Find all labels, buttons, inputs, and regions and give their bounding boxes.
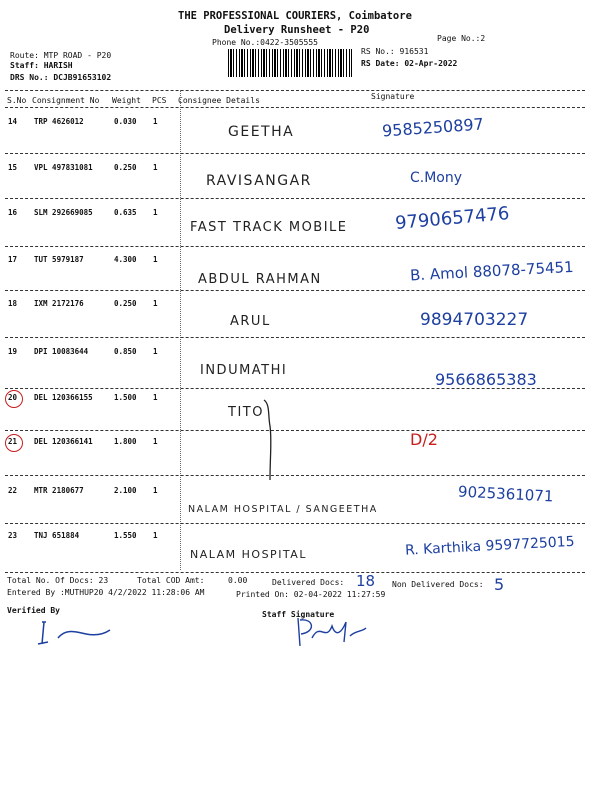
row-sno: 23 — [8, 531, 18, 540]
row-consignee: ARUL — [230, 314, 271, 329]
row-sno: 22 — [8, 486, 18, 495]
row-divider — [5, 290, 585, 291]
row-signature: 9566865383 — [435, 370, 537, 389]
drs-number: DRS No.: DCJB91653102 — [10, 73, 112, 82]
row-consignee: GEETHA — [228, 124, 295, 140]
non-delivered-value: 5 — [494, 575, 505, 594]
table-bottom-rule — [5, 572, 585, 573]
row-sno: 17 — [8, 255, 18, 264]
staff-text: Staff: HARISH — [10, 61, 73, 70]
phone-number: Phone No.:0422-3505555 — [212, 38, 318, 47]
row-divider — [5, 523, 585, 524]
row-pcs: 1 — [153, 299, 158, 308]
row-signature: R. Karthika 9597725015 — [404, 533, 575, 559]
row-pcs: 1 — [153, 437, 158, 446]
row-weight: 0.250 — [114, 163, 137, 172]
row-sno: 14 — [8, 117, 18, 126]
entered-by: Entered By :MUTHUP20 4/2/2022 11:28:06 AM — [7, 588, 205, 597]
row-pcs: 1 — [153, 531, 158, 540]
row-signature: 9025361071 — [457, 482, 554, 506]
row-consignment: TNJ 651884 — [34, 531, 80, 540]
row-pcs: 1 — [153, 163, 158, 172]
page-number: Page No.:2 — [437, 34, 486, 43]
non-delivered-label: Non Delivered Docs: — [392, 580, 484, 589]
row-consignee: RAVISANGAR — [206, 173, 312, 189]
row-weight: 1.500 — [114, 393, 137, 402]
row-sno: 21 — [8, 437, 18, 446]
verified-by-label: Verified By — [7, 606, 60, 615]
col-sno: S.No — [7, 96, 27, 105]
row-pcs: 1 — [153, 486, 158, 495]
rs-number: RS No.: 916531 — [361, 47, 429, 56]
row-signature: 9894703227 — [420, 310, 529, 330]
row-weight: 0.850 — [114, 347, 137, 356]
row-signature: D/2 — [410, 430, 438, 449]
barcode-graphic — [228, 49, 352, 77]
row-consignment: VPL 497831081 — [34, 163, 93, 172]
row-signature: B. Amol 88078-75451 — [409, 257, 575, 285]
route-text: Route: MTP ROAD - P20 — [10, 51, 112, 60]
row-sno: 15 — [8, 163, 18, 172]
row-consignee: ABDUL RAHMAN — [198, 272, 322, 287]
col-pcs: PCS — [152, 96, 167, 105]
row-signature: 9585250897 — [381, 114, 485, 141]
row-consignee: INDUMATHI — [200, 363, 288, 378]
total-docs: Total No. Of Docs: 23 — [7, 576, 109, 585]
row-divider — [5, 475, 585, 476]
ditto-line-graphic — [258, 396, 282, 486]
staff-signature — [292, 612, 372, 652]
row-weight: 1.550 — [114, 531, 137, 540]
company-name: THE PROFESSIONAL COURIERS, Coimbatore — [178, 10, 412, 22]
row-signature: 9790657476 — [394, 203, 511, 234]
row-pcs: 1 — [153, 208, 158, 217]
row-consignee: NALAM HOSPITAL / SANGEETHA — [188, 504, 378, 515]
row-pcs: 1 — [153, 393, 158, 402]
row-weight: 4.300 — [114, 255, 137, 264]
row-consignee: TITO — [228, 405, 264, 420]
rs-date: RS Date: 02-Apr-2022 — [361, 59, 458, 68]
column-divider — [180, 90, 181, 570]
row-divider — [5, 246, 585, 247]
printed-on: Printed On: 02-04-2022 11:27:59 — [236, 590, 386, 599]
staff-signature-label: Staff Signature — [262, 610, 335, 619]
col-consignment: Consignment No — [32, 96, 100, 105]
row-weight: 2.100 — [114, 486, 137, 495]
row-consignment: DEL 120366141 — [34, 437, 93, 446]
total-cod-value: 0.00 — [228, 576, 248, 585]
row-sno: 16 — [8, 208, 18, 217]
row-consignment: DPI 10083644 — [34, 347, 89, 356]
col-consignee: Consignee Details — [178, 96, 260, 105]
row-divider — [5, 388, 585, 389]
runsheet-title: Delivery Runsheet - P20 — [224, 24, 370, 36]
delivered-docs-value: 18 — [356, 572, 376, 590]
row-weight: 0.635 — [114, 208, 137, 217]
row-signature: C.Mony — [410, 170, 463, 186]
row-consignment: IXM 2172176 — [34, 299, 84, 308]
row-pcs: 1 — [153, 117, 158, 126]
verifier-signature — [36, 618, 116, 650]
row-consignment: DEL 120366155 — [34, 393, 93, 402]
col-signature: Signature — [371, 92, 415, 101]
row-divider — [5, 198, 585, 199]
row-consignment: TRP 4626012 — [34, 117, 84, 126]
col-weight: Weight — [112, 96, 141, 105]
row-weight: 0.030 — [114, 117, 137, 126]
row-consignment: MTR 2180677 — [34, 486, 84, 495]
row-consignment: SLM 292669085 — [34, 208, 93, 217]
header-bottom-rule — [5, 107, 585, 108]
total-cod-label: Total COD Amt: — [137, 576, 205, 585]
row-divider — [5, 430, 585, 431]
row-divider — [5, 337, 585, 338]
row-pcs: 1 — [153, 347, 158, 356]
row-divider — [5, 153, 585, 154]
row-consignee: NALAM HOSPITAL — [190, 548, 307, 561]
row-weight: 0.250 — [114, 299, 137, 308]
row-consignment: TUT 5979187 — [34, 255, 84, 264]
row-sno: 20 — [8, 393, 18, 402]
header-top-rule — [5, 90, 585, 91]
row-sno: 19 — [8, 347, 18, 356]
row-consignee: FAST TRACK MOBILE — [190, 220, 348, 235]
delivered-docs-label: Delivered Docs: — [272, 578, 345, 587]
row-pcs: 1 — [153, 255, 158, 264]
row-weight: 1.800 — [114, 437, 137, 446]
row-sno: 18 — [8, 299, 18, 308]
